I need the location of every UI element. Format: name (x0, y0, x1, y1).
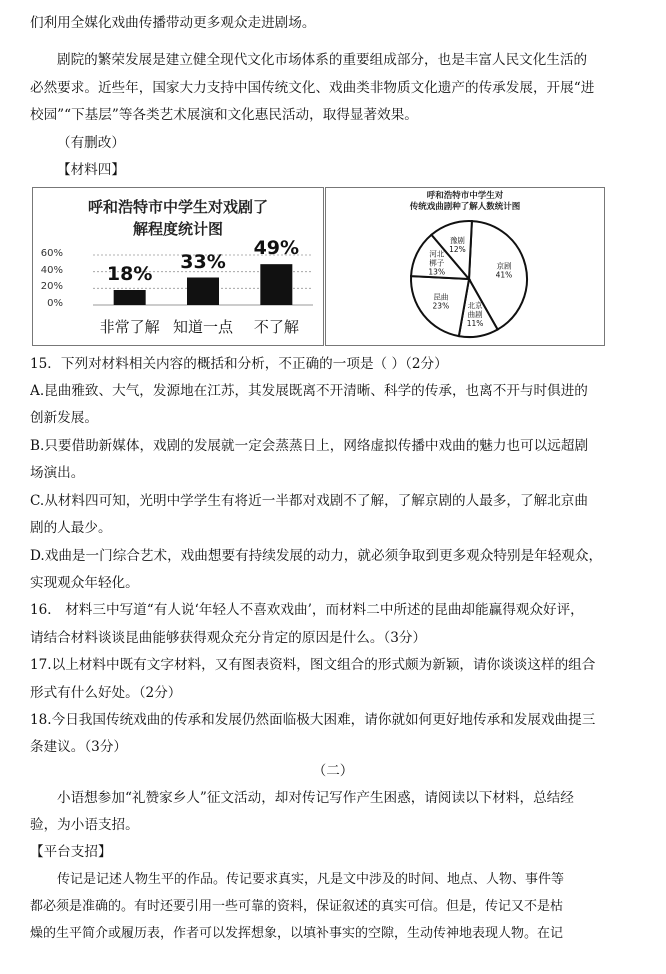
option-b: B.只要借助新媒体，戏剧的发展就一定会蒸蒸日上，网络虚拟传播中戏曲的魅力也可以远超剧 (30, 438, 589, 454)
bar-chart-title-line1: 呼和浩特市中学生对戏剧了 (87, 198, 268, 216)
pie-slice-label: 豫剧 12% (449, 235, 466, 254)
text-line: 校园”“下基层”等各类艺术展演和文化惠民活动，取得显著效果。 (30, 107, 418, 123)
pie-chart-plot (326, 188, 604, 345)
text-line: 必然要求。近些年，国家大力支持中国传统文化、戏曲类非物质文化遗产的传承发展，开展“进 (30, 80, 595, 96)
question-16-cont: 请结合材料谈谈昆曲能够获得观众充分肯定的原因是什么。（3分） (30, 630, 427, 646)
pie-slice-label: 京剧 41% (495, 261, 513, 280)
source-note: （有删改） (57, 135, 125, 151)
text-line: 们利用全媒化戏曲传播带动更多观众走进剧场。 (30, 15, 316, 31)
question-17: 17.以上材料中既有文字材料，又有图表资料，图文组合的形式颇为新颖，请你谈谈这样的组合 (30, 657, 596, 673)
section2-intro-cont: 验，为小语支招。 (30, 817, 139, 833)
option-c: C.从材料四可知，光明中学学生有将近一半都对戏剧不了解，了解京剧的人最多，了解北京曲 (30, 493, 588, 509)
question-17-cont: 形式有什么好处。（2分） (30, 685, 182, 701)
bar-value-label: 33% (180, 250, 226, 273)
question-18: 18.今日我国传统戏曲的传承和发展仍然面临极大困难，请你就如何更好地传承和发展戏曲提三 (30, 712, 596, 728)
y-tick-label: 20% (40, 281, 63, 293)
option-d: D.戏曲是一门综合艺术，戏曲想要有持续发展的动力，就必须争取到更多观众特别是年轻观众， (30, 548, 603, 564)
category-label: 非常了解 (99, 318, 160, 336)
question-16: 16． 材料三中写道“有人说‘年轻人不喜欢戏曲’，而材料二中所述的昆曲却能赢得观众好评， (30, 602, 584, 618)
option-d-cont: 实现观众年轻化。 (30, 575, 139, 591)
text-line: 剧院的繁荣发展是建立健全现代文化市场体系的重要组成部分，也是丰富人民文化生活的 (57, 52, 588, 68)
question-18-cont: 条建议。（3分） (30, 739, 128, 755)
section-title: （二） (312, 763, 354, 779)
section2-intro: 小语想参加“礼赞家乡人”征文活动，却对传记写作产生困惑，请阅读以下材料，总结经 (57, 790, 574, 806)
y-tick-label: 60% (40, 248, 63, 259)
pie-chart-title-line1: 呼和浩特市中学生对 (426, 191, 504, 201)
category-label: 不了解 (253, 318, 299, 336)
platform-text: 传记是记述人物生平的作品。传记要求真实，凡是文中涉及的时间、地点、人物、事件等 (57, 872, 565, 887)
pie-chart-title-line2: 传统戏曲剧种了解人数统计图 (409, 202, 521, 212)
question-15: 15．下列对材料相关内容的概括和分析，不正确的一项是（ ）（2分） (30, 356, 448, 372)
platform-text: 燥的生平简介或履历表，作者可以发挥想象，以填补事实的空隙，生动传神地表现人物。在记 (30, 926, 564, 941)
pie-slice-label: 北京曲剧 11% (466, 300, 484, 328)
pie-chart (325, 187, 605, 346)
bar-value-label: 49% (253, 237, 300, 260)
option-a: A.昆曲雅致、大气，发源地在江苏，其发展既离不开清晰、科学的传承，也离不开与时俱进的 (30, 383, 588, 399)
category-label: 知道一点 (172, 318, 234, 336)
bar-value-label: 18% (106, 263, 153, 285)
platform-text: 都必须是准确的。有时还要引用一些可靠的资料，保证叙述的真实可信。但是，传记又不是枯 (30, 899, 564, 914)
option-a-cont: 创新发展。 (30, 410, 98, 426)
bar-chart (32, 187, 324, 346)
platform-heading: 【平台支招】 (30, 844, 112, 860)
y-tick-label: 0% (47, 298, 63, 309)
option-c-cont: 剧的人最少。 (30, 520, 112, 536)
bar-chart-title-line2: 解程度统计图 (132, 220, 223, 238)
pie-slice-label: 河北梆子 13% (428, 249, 446, 277)
material-heading: 【材料四】 (57, 162, 125, 178)
option-b-cont: 场演出。 (30, 465, 85, 481)
y-tick-label: 40% (40, 264, 63, 276)
pie-slice-label: 昆曲 23% (432, 292, 450, 311)
